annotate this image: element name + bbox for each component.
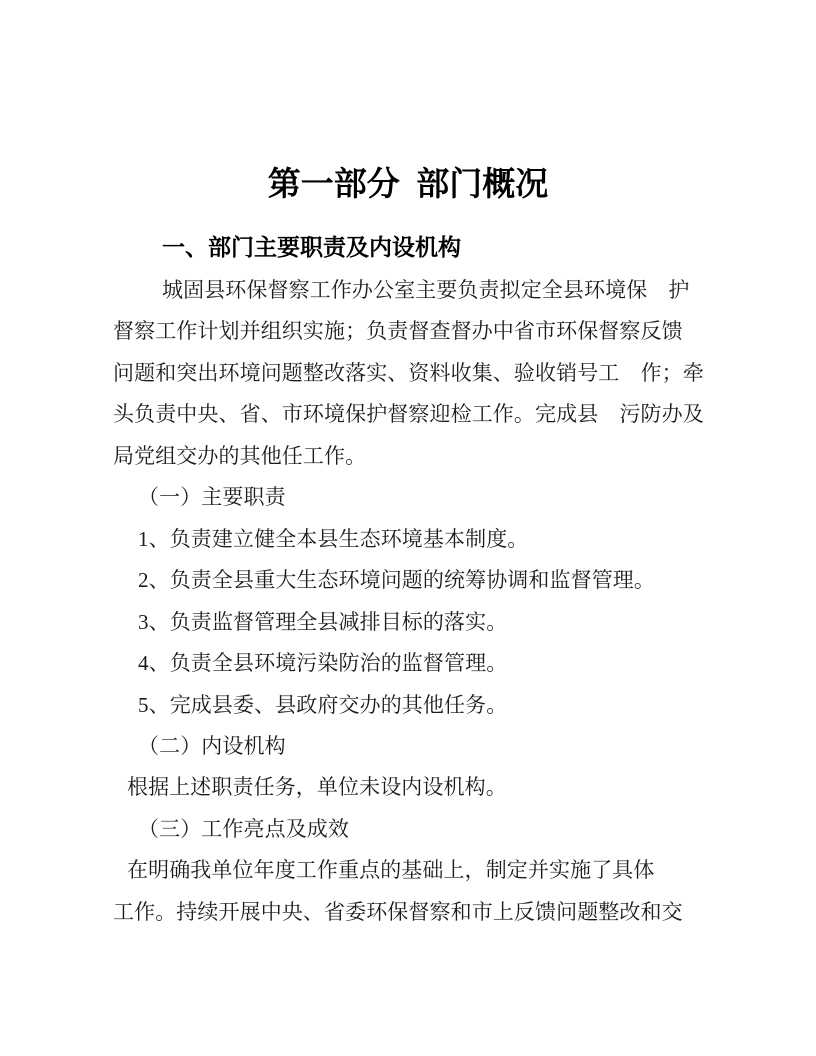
text-line: 城固县环保督察工作办公室主要负责拟定全县环境保 护 — [162, 278, 690, 302]
text-line: 局党组交办的其他任工作。 — [113, 444, 367, 468]
text-line: 3、负责监督管理全县减排目标的落实。 — [138, 610, 508, 634]
text-line: 1、负责建立健全本县生态环境基本制度。 — [138, 527, 529, 551]
text-line: （三）工作亮点及成效 — [138, 817, 349, 841]
text-line: 工作。持续开展中央、省委环保督察和市上反馈问题整改和交 — [113, 900, 683, 924]
text-line: （二）内设机构 — [138, 734, 286, 758]
document-title: 第一部分 部门概况 — [267, 167, 549, 203]
text-line: （一）主要职责 — [138, 485, 286, 509]
text-line: 督察工作计划并组织实施；负责督查督办中省市环保督察反馈 — [113, 319, 683, 343]
text-line: 在明确我单位年度工作重点的基础上，制定并实施了具体 — [127, 858, 655, 882]
text-line: 问题和突出环境问题整改落实、资料收集、验收销号工 作；牵 — [113, 361, 704, 385]
text-line: 4、负责全县环境污染防治的监督管理。 — [138, 651, 508, 675]
text-line: 2、负责全县重大生态环境问题的统筹协调和监督管理。 — [138, 568, 655, 592]
text-line: 头负责中央、省、市环境保护督察迎检工作。完成县 污防办及 — [113, 402, 704, 426]
text-line: 5、完成县委、县政府交办的其他任务。 — [138, 693, 508, 717]
text-line: 根据上述职责任务，单位未设内设机构。 — [127, 775, 507, 799]
section-heading: 一、部门主要职责及内设机构 — [162, 234, 461, 260]
